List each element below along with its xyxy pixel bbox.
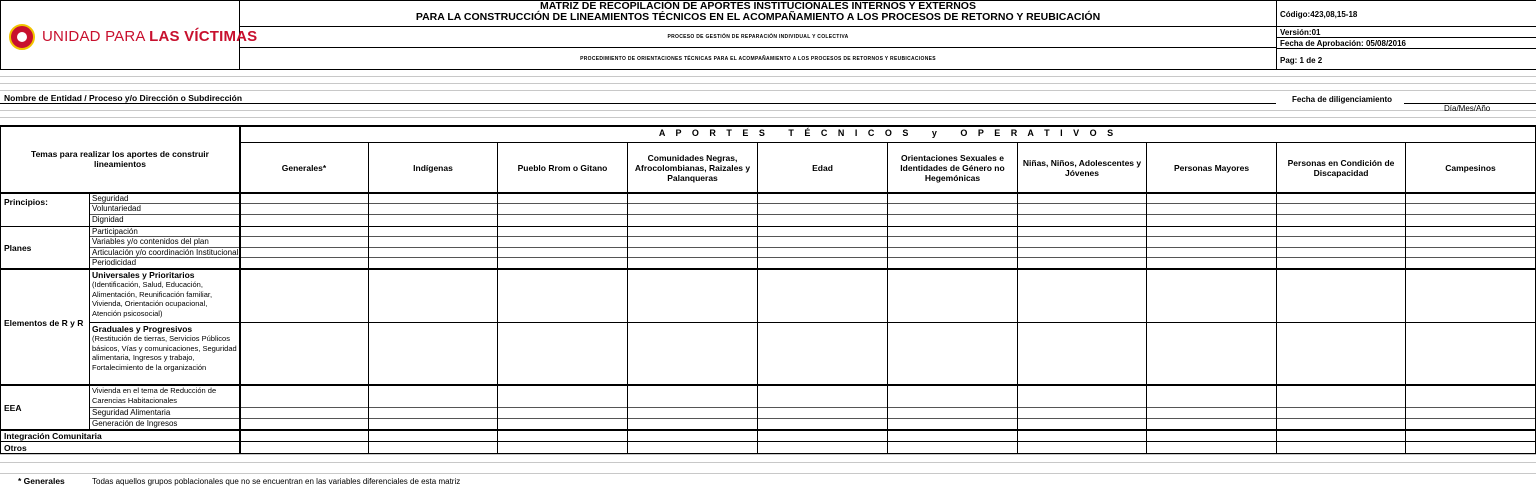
logo-text: UNIDAD PARA LAS VÍCTIMAS bbox=[42, 28, 258, 45]
process-name: PROCESO DE GESTIÓN DE REPARACIÓN INDIVIDUAL Y COLECTIVA bbox=[667, 34, 849, 40]
row-generacion-ingresos: Generación de Ingresos bbox=[92, 419, 178, 428]
coat-of-arms-icon bbox=[9, 24, 35, 50]
row-participacion: Participación bbox=[92, 227, 138, 236]
row-seguridad-alimentaria: Seguridad Alimentaria bbox=[92, 408, 171, 417]
col-orientaciones-sexuales: Orientaciones Sexuales e Identidades de Género no Hegemónicas bbox=[900, 153, 1005, 183]
col-personas-mayores: Personas Mayores bbox=[1173, 163, 1250, 173]
col-campesinos: Campesinos bbox=[1445, 163, 1496, 173]
fill-date-label: Fecha de diligenciamiento bbox=[1292, 95, 1393, 104]
col-discapacidad: Personas en Condición de Discapacidad bbox=[1287, 158, 1395, 178]
col-generales: Generales* bbox=[281, 163, 327, 173]
document-version: Versión:01 bbox=[1280, 28, 1321, 37]
col-comunidades-negras: Comunidades Negras, Afrocolombianas, Raizales y Palanqueras bbox=[634, 153, 751, 183]
entity-input-line[interactable] bbox=[0, 103, 1276, 104]
community-integration-row: Integración Comunitaria bbox=[4, 431, 102, 441]
page-number: Pag: 1 de 2 bbox=[1280, 56, 1323, 65]
row-voluntariedad: Voluntariedad bbox=[92, 204, 141, 213]
plans-category: Planes bbox=[4, 243, 32, 253]
universales-description: (Identificación, Salud, Educación, Alimentación, Reunificación familiar, Vivienda, Orientación ocupacional, Atención psicosocial) bbox=[92, 280, 213, 318]
approval-date: Fecha de Aprobación: 05/08/2016 bbox=[1280, 39, 1406, 48]
eea-category: EEA bbox=[4, 403, 22, 413]
row-articulacion: Articulación y/o coordinación Institucional bbox=[92, 248, 239, 257]
technical-operative-header: A P O R T E S T É C N I C O S y O P E R A T I V O S bbox=[658, 128, 1118, 138]
footnote-text: Todas aquellos grupos poblacionales que no se encuentran en las variables diferenciales de esta matriz bbox=[92, 477, 461, 486]
col-indigenas: Indígenas bbox=[413, 163, 453, 173]
procedure-name: PROCEDIMIENTO DE ORIENTACIONES TÉCNICAS PARA EL ACOMPAÑAMIENTO A LOS PROCESOS DE RETORNOS Y REUBICACIONES bbox=[580, 56, 936, 62]
graduales-title: Graduales y Progresivos bbox=[92, 324, 193, 334]
document-header bbox=[0, 0, 1536, 70]
graduales-description: (Restitución de tierras, Servicios Públicos básicos, Vías y comunicaciones, Seguridad alimentaria, Ingresos y trabajo, Fortalecimiento de la organización bbox=[92, 334, 237, 372]
date-format-hint: Día/Mes/Año bbox=[1444, 104, 1491, 113]
col-edad: Edad bbox=[812, 163, 833, 173]
row-periodicidad: Periodicidad bbox=[92, 258, 137, 267]
footnote-label: * Generales bbox=[18, 476, 65, 486]
entity-label: Nombre de Entidad / Proceso y/o Dirección o Subdirección bbox=[4, 93, 243, 103]
col-pueblo-rrom: Pueblo Rrom o Gitano bbox=[517, 163, 608, 173]
row-variables-plan: Variables y/o contenidos del plan bbox=[92, 237, 209, 246]
principles-category: Principios: bbox=[4, 197, 48, 207]
elements-rr-category: Elementos de R y R bbox=[4, 318, 84, 328]
document-title: MATRIZ DE RECOPILACIÓN DE APORTES INSTITUCIONALES INTERNOS Y EXTERNOS PARA LA CONSTRUCCIÓN DE LINEAMIENTOS TÉCNICOS EN EL ACOMPAÑAMIENTO A LOS PROCESOS DE RETORNO Y REUBICACIÓN bbox=[415, 0, 1101, 23]
row-vivienda: Vivienda en el tema de Reducción de Carencias Habitacionales bbox=[92, 386, 217, 405]
document-code: Código:423,08,15-18 bbox=[1280, 10, 1358, 19]
col-ninas-ninos: Niñas, Niños, Adolescentes y Jóvenes bbox=[1022, 158, 1142, 178]
universales-title: Universales y Prioritarios bbox=[92, 270, 195, 280]
row-seguridad: Seguridad bbox=[92, 194, 129, 203]
row-dignidad: Dignidad bbox=[92, 215, 124, 224]
others-row: Otros bbox=[4, 443, 27, 453]
topics-header: Temas para realizar los aportes de construir lineamientos bbox=[31, 149, 209, 169]
